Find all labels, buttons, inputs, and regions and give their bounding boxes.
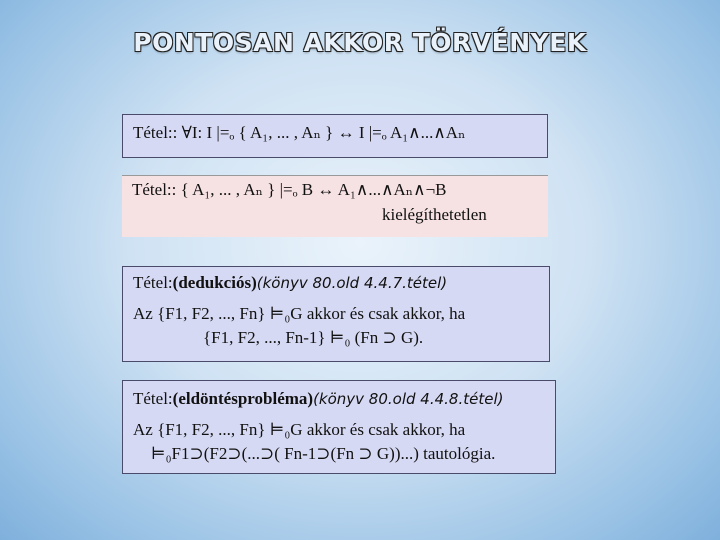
theorem-4-prefix: Tétel: (133, 389, 173, 408)
theorem-3-name: (dedukciós) (172, 273, 257, 292)
theorem-3-condition: {F1, F2, ..., Fn-1} ⊨₀ (Fn ⊃ G). (203, 328, 424, 348)
theorem-box-deduction (122, 266, 550, 362)
theorem-4-statement: Az {F1, F2, ..., Fn} ⊨₀G akkor és csak akkor, ha (133, 419, 466, 439)
page-title: PONTOSAN AKKOR TÖRVÉNYEK (133, 28, 587, 57)
theorem-2-continuation: kielégíthetetlen (382, 204, 487, 224)
theorem-box-decision (122, 380, 556, 474)
theorem-3-reference: (könyv 80.old 4.4.7.tétel) (256, 274, 448, 292)
theorem-4-name: (eldöntésprobléma) (172, 389, 314, 408)
theorem-1-text: Tétel:: ∀I: I |=ₒ { A₁, ... , Aₙ } ↔ I |=ₒ A₁∧...∧Aₙ (133, 123, 466, 142)
theorem-4-heading (133, 387, 545, 412)
theorem-3-statement: Az {F1, F2, ..., Fn} ⊨₀G akkor és csak akkor, ha (133, 303, 466, 323)
theorem-box-2 (122, 175, 548, 237)
theorem-2-text: Tétel:: { A₁, ... , Aₙ } |=ₒ B ↔ A₁∧...∧Aₙ∧¬B (132, 180, 447, 199)
theorem-4-condition: ⊨₀F1⊃(F2⊃(...⊃( Fn-1⊃(Fn ⊃ G))...) tautológia. (151, 444, 496, 464)
theorem-4-reference: (könyv 80.old 4.4.8.tétel) (313, 390, 504, 408)
theorem-box-1 (122, 114, 548, 158)
theorem-3-prefix: Tétel: (133, 273, 173, 292)
theorem-3-heading (133, 271, 539, 296)
